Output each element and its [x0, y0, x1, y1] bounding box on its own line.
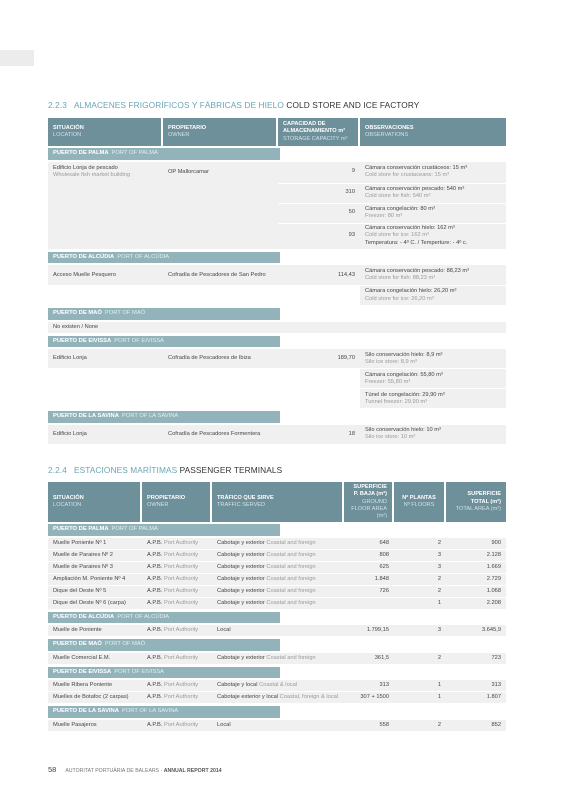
table-row: Muelle Comercial E.M. A.P.B. Port Authority Cabotaje y exterior Coastal and foreign 361,5 2 723 — [48, 653, 506, 665]
col-header-observations: OBSERVACIONES OBSERVATIONS — [360, 118, 506, 146]
table-row: Edificio Lonja de pescado Wholesale fish market building OP Mallorcamar 9 Cámara conservación crustáceos: 15 m³ Cold store for crustaceans: 15 m³ — [48, 162, 506, 184]
col-header-traffic: TRÁFICO QUE SIRVE TRAFFIC SERVED — [212, 482, 344, 522]
port-row-savina: PUERTO DE LA SAVINA PORT OF LA SAVINA — [48, 409, 506, 425]
table-row: Muelle de Paraires Nº 3 A.P.B. Port Authority Cabotaje y exterior Coastal and foreign 625 3 1.669 — [48, 562, 506, 574]
col-header-location: SITUACIÓN LOCATION — [48, 118, 163, 146]
page-number: 58 — [48, 765, 57, 774]
col-header-capacity: CAPACIDAD DE ALMACENAMIENTO m³ STORAGE CAPACITY m³ — [278, 118, 360, 146]
col-header-ground-area: SUPERFICIE P. BAJA (m²) GROUND FLOOR AREA (m²) — [344, 482, 394, 522]
footer-report: ANNUAL REPORT 2014 — [163, 768, 222, 774]
port-row-alcudia: PUERTO DE ALCÚDIA PORT OF ALCÚDIA — [48, 250, 506, 266]
table-row: Muelle de Paraires Nº 2 A.P.B. Port Authority Cabotaje y exterior Coastal and foreign 808 3 2.128 — [48, 550, 506, 562]
col-header-location: SITUACIÓN LOCATION — [48, 482, 142, 522]
table-row: Muelle de Poniente A.P.B. Port Authority Local 1.799,15 3 3.645,9 — [48, 625, 506, 637]
table-row: Edificio Lonja Cofradía de Pescadores de Ibiza 189,70 Silo conservación hielo: 8,9 m³ Silo ice store: 8,9 m³ — [48, 349, 506, 369]
table-row: Acceso Muelle Pesquero Cofradía de Pescadores de San Pedro 114,43 Cámara conservación pescado: 88,23 m³ Cold store for fish: 88,23 m³ — [48, 265, 506, 286]
page-tab-marker — [0, 50, 34, 66]
page-footer: 58 AUTORITAT PORTUÀRIA DE BALEARS · ANNUAL REPORT 2014 — [48, 765, 222, 774]
section-title-en: COLD STORE AND ICE FACTORY — [286, 100, 420, 110]
section-title-es: ALMACENES FRIGORÍFICOS Y FÁBRICAS DE HIELO — [73, 100, 284, 110]
col-header-floors: Nº PLANTAS Nº FLOORS — [394, 482, 446, 522]
port-row-eivissa: PUERTO DE EIVISSA PORT OF EIVISSA — [48, 665, 506, 681]
section-title-es: ESTACIONES MARÍTIMAS — [73, 465, 178, 475]
col-header-owner: PROPIETARIO OWNER — [142, 482, 212, 522]
table-row: 310 Cámara conservación pescado: 540 m³ Cold store for fish: 540 m³ — [48, 184, 506, 204]
table-row: Muelle Pasajeros A.P.B. Port Authority Local 558 2 852 — [48, 720, 506, 732]
section-heading-passenger-terminals — [48, 465, 282, 475]
col-header-owner: PROPIETARIO OWNER — [163, 118, 278, 146]
cold-store-table — [48, 118, 506, 445]
table-row: Túnel de congelación: 29,90 m³ Tunnel freezer: 29,90 m³ — [48, 389, 506, 409]
passenger-terminals-table — [48, 482, 506, 732]
table-row: Muelles de Botafoc (2 carpas) A.P.B. Port Authority Cabotaje exterior y local Coastal, foreign & local 307 + 1500 1 1.807 — [48, 692, 506, 704]
col-header-total-area: SUPERFICIE TOTAL (m²) TOTAL AREA (m²) — [446, 482, 506, 522]
section-number: 2.2.4 — [48, 465, 67, 475]
section-number: 2.2.3 — [48, 100, 67, 110]
table-row: Dique del Oeste Nº 5 A.P.B. Port Authority Cabotaje y exterior Coastal and foreign 726 2 1.068 — [48, 586, 506, 598]
port-row-eivissa: PUERTO DE EIVISSA PORT OF EIVISSA — [48, 334, 506, 350]
table-row: 50 Cámara congelación: 80 m³ Freezer: 80 m³ — [48, 204, 506, 224]
table-row: Ampliación M. Poniente Nº 4 A.P.B. Port Authority Cabotaje y exterior Coastal and foreign 1.848 2 2.729 — [48, 574, 506, 586]
port-row-palma: PUERTO DE PALMA PORT OF PALMA — [48, 522, 506, 538]
table-header — [48, 118, 506, 146]
port-row-palma: PUERTO DE PALMA PORT OF PALMA — [48, 146, 506, 162]
table-row: 93 Cámara conservación hielo: 162 m³ Cold store for ice: 162 m³ Temperatura: - 4º C. / Temperture: - 4º c. — [48, 224, 506, 250]
table-row: Muelle Ribera Poniente A.P.B. Port Authority Cabotaje y local Coastal & local 313 1 313 — [48, 680, 506, 692]
footer-org: AUTORITAT PORTUÀRIA DE BALEARS — [65, 768, 160, 774]
table-row: Cámara congelación: 55,80 m³ Freezer: 55,80 m³ — [48, 369, 506, 389]
table-row: Cámara congelación hielo: 26,20 m³ Cold store for ice: 26,20 m³ — [48, 286, 506, 306]
section-title-en: PASSENGER TERMINALS — [179, 465, 283, 475]
port-row-alcudia: PUERTO DE ALCÚDIA PORT OF ALCÚDIA — [48, 610, 506, 626]
section-heading-cold-store — [48, 100, 419, 110]
port-row-mao: PUERTO DE MAÓ PORT OF MAÓ — [48, 306, 506, 322]
port-row-mao: PUERTO DE MAÓ PORT OF MAÓ — [48, 637, 506, 653]
table-row: No existen / None — [48, 322, 506, 334]
table-row: Dique del Oeste Nº 6 (carpa) A.P.B. Port Authority Cabotaje y exterior Coastal and foreign 1 2.208 — [48, 598, 506, 610]
table-header — [48, 482, 506, 522]
port-row-savina: PUERTO DE LA SAVINA PORT OF LA SAVINA — [48, 704, 506, 720]
table-row: Muelle Poniente Nº 1 A.P.B. Port Authority Cabotaje y exterior Coastal and foreign 648 2 900 — [48, 538, 506, 550]
table-row: Edificio Lonja Cofradía de Pescadores Formentera 18 Silo conservación hielo: 10 m³ Silo ice store: 10 m³ — [48, 425, 506, 445]
